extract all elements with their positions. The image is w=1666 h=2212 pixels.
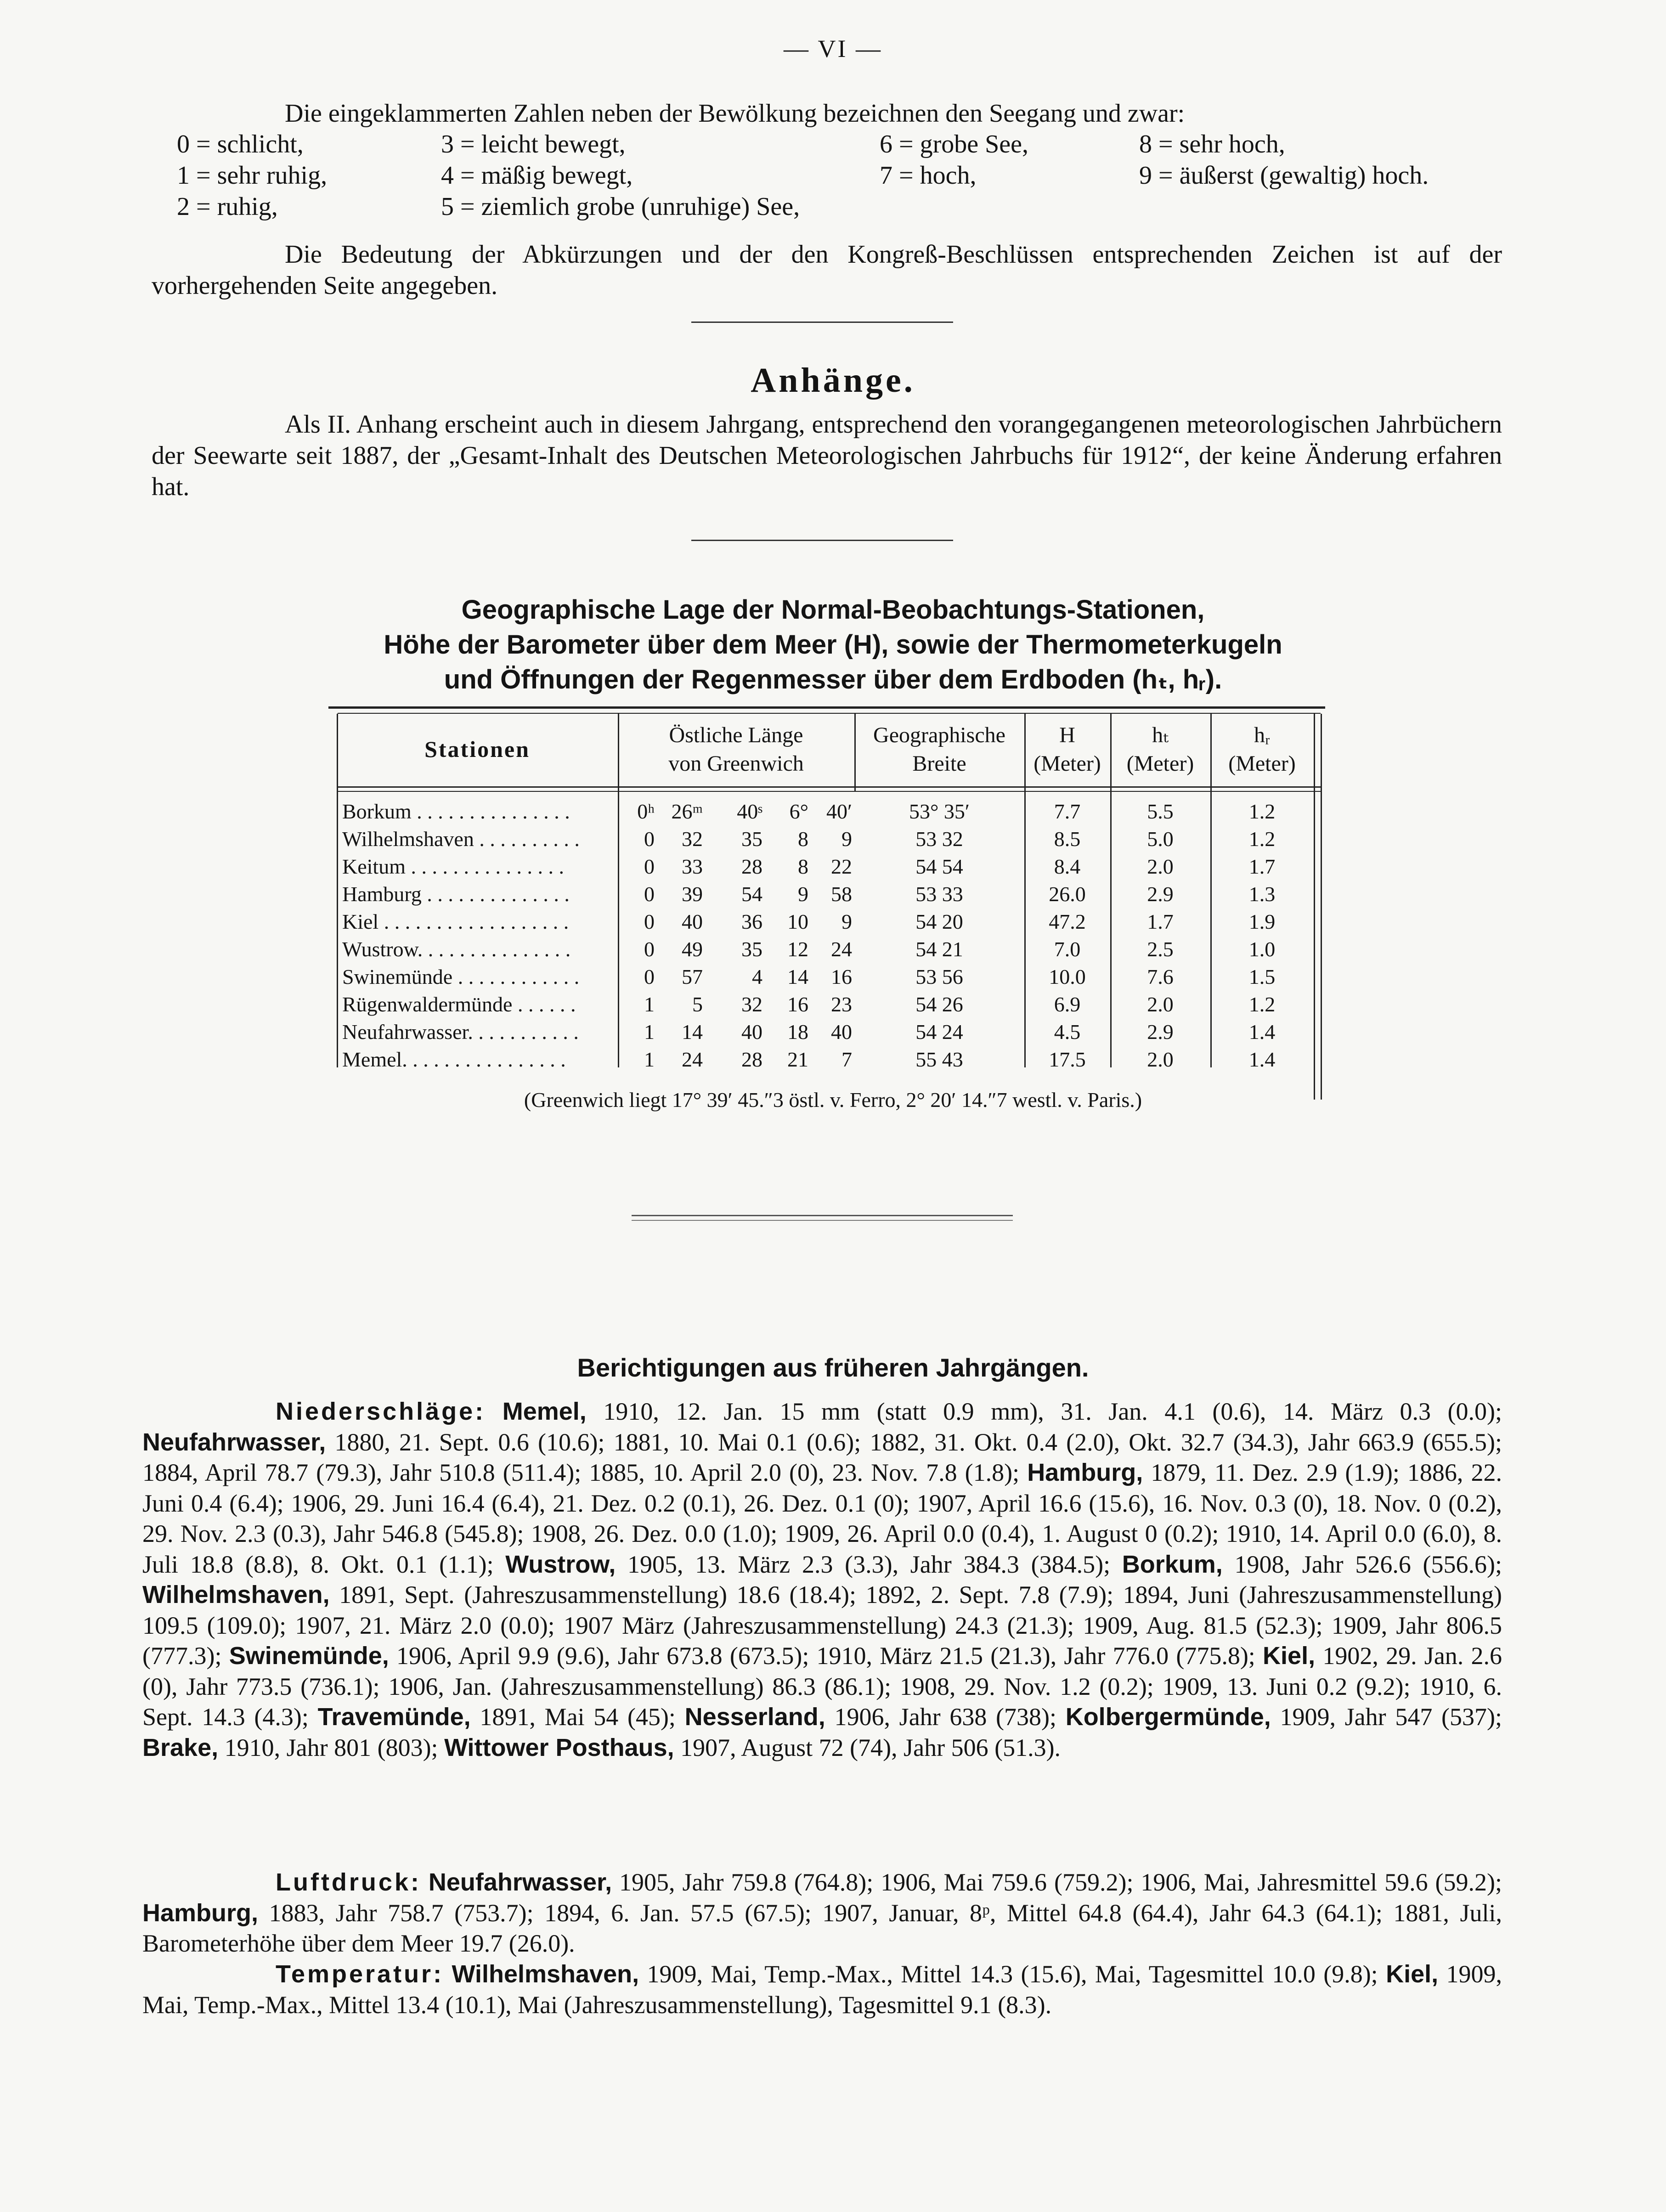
table-footnote: (Greenwich liegt 17° 39′ 45.″3 östl. v. Ferro, 2° 20′ 14.″7 westl. v. Paris.) xyxy=(524,1088,1142,1112)
cell-deg: 21 xyxy=(787,1048,808,1071)
seegang-item: 8 = sehr hoch, xyxy=(1139,130,1285,158)
table-row xyxy=(328,1020,1325,1047)
header-ht xyxy=(1110,721,1210,778)
cell-s: 28 xyxy=(741,855,762,878)
header-H-symbol: H xyxy=(1059,723,1075,747)
header-laenge xyxy=(618,721,854,778)
cell-hr: 1.2 xyxy=(1248,827,1276,851)
cell-breite: 53 33 xyxy=(915,882,963,906)
correction-text: 1905, 13. März 2.3 (3.3), Jahr 384.3 (384.5); xyxy=(616,1550,1122,1578)
niederschlaege-paragraph xyxy=(142,1396,1502,1763)
header-hr-unit: (Meter) xyxy=(1228,751,1296,776)
station-name: Wilhelmshaven, xyxy=(452,1960,639,1988)
cell-ht: 5.5 xyxy=(1147,800,1174,823)
cell-s: 28 xyxy=(741,1048,762,1071)
cell-breite: 54 21 xyxy=(915,937,963,961)
table-row xyxy=(328,827,1325,854)
seegang-item: 2 = ruhig, xyxy=(177,192,278,221)
cell-min: 7 xyxy=(841,1048,852,1071)
seegang-item: 9 = äußerst (gewaltig) hoch. xyxy=(1139,161,1429,190)
correction-text: 1908, Jahr 526.6 (556.6); xyxy=(1222,1550,1502,1578)
cell-breite: 53 56 xyxy=(915,965,963,988)
header-hr-symbol: hᵣ xyxy=(1254,723,1270,747)
station-name: Neufahrwasser, xyxy=(142,1428,326,1456)
divider xyxy=(691,540,953,541)
cell-h: 0 xyxy=(644,910,655,933)
table-title-line: Höhe der Barometer über dem Meer (H), sowie der Thermometerkugeln xyxy=(384,630,1282,660)
cell-m: 32 xyxy=(682,827,703,851)
cell-H: 26.0 xyxy=(1049,882,1086,906)
cell-name: Neufahrwasser. . . . . . . . . . . xyxy=(342,1020,579,1044)
cell-name: Hamburg . . . . . . . . . . . . . . xyxy=(342,882,570,906)
cell-breite: 54 20 xyxy=(915,910,963,933)
header-H xyxy=(1024,721,1110,778)
cell-min: 40 xyxy=(831,1020,852,1044)
cell-breite: 53° 35′ xyxy=(909,800,970,823)
seegang-item: 4 = mäßig bewegt, xyxy=(441,161,633,190)
header-breite-line: Geographische xyxy=(873,723,1005,747)
header-ht-symbol: hₜ xyxy=(1152,723,1169,747)
cell-deg: 8 xyxy=(798,855,808,878)
cell-min: 9 xyxy=(841,827,852,851)
correction-text: 1909, Jahr 547 (537); xyxy=(1271,1703,1502,1731)
cell-m: 49 xyxy=(682,937,703,961)
cell-name: Rügenwaldermünde . . . . . . xyxy=(342,993,576,1016)
station-name: Wilhelmshaven, xyxy=(142,1581,330,1608)
cell-m: 40 xyxy=(682,910,703,933)
luftdruck-paragraph xyxy=(142,1867,1502,1959)
cell-deg: 9 xyxy=(798,882,808,906)
cell-ht: 2.0 xyxy=(1147,855,1174,878)
cell-H: 8.5 xyxy=(1054,827,1081,851)
cell-s: 32 xyxy=(741,993,762,1016)
anhaenge-text xyxy=(152,409,1502,502)
cell-hr: 1.7 xyxy=(1248,855,1276,878)
cell-breite: 54 24 xyxy=(915,1020,963,1044)
table-row xyxy=(328,937,1325,965)
cell-ht: 2.5 xyxy=(1147,937,1174,961)
correction-text: 1910, Jahr 801 (803); xyxy=(218,1733,445,1761)
cell-H: 6.9 xyxy=(1054,993,1081,1016)
cell-min: 58 xyxy=(831,882,852,906)
station-name: Hamburg, xyxy=(142,1899,259,1927)
station-name: Travemünde, xyxy=(317,1703,471,1731)
stations-table xyxy=(328,707,1325,1107)
section-label: Niederschläge: xyxy=(276,1398,486,1425)
cell-s: 54 xyxy=(741,882,762,906)
cell-H: 7.0 xyxy=(1054,937,1081,961)
correction-text: 1891, Mai 54 (45); xyxy=(470,1703,685,1731)
station-name: Borkum, xyxy=(1122,1550,1223,1578)
cell-h: 1 xyxy=(644,1020,655,1044)
cell-h: 0 xyxy=(644,855,655,878)
table-row xyxy=(328,854,1325,882)
seegang-item: 7 = hoch, xyxy=(880,161,977,190)
cell-H: 10.0 xyxy=(1049,965,1086,988)
cell-name: Memel. . . . . . . . . . . . . . . . xyxy=(342,1048,566,1071)
seegang-item: 3 = leicht bewegt, xyxy=(441,130,626,158)
table-row xyxy=(328,992,1325,1020)
station-name: Hamburg, xyxy=(1027,1459,1143,1486)
header-hr xyxy=(1210,721,1314,778)
cell-deg: 18 xyxy=(787,1020,808,1044)
header-laenge-line: von Greenwich xyxy=(668,751,804,776)
cell-breite: 54 54 xyxy=(915,855,963,878)
table-row xyxy=(328,909,1325,937)
station-name: Memel, xyxy=(502,1398,587,1425)
temperatur-paragraph xyxy=(142,1959,1502,2020)
cell-H: 4.5 xyxy=(1054,1020,1081,1044)
station-name: Wittower Posthaus, xyxy=(444,1733,674,1761)
seegang-item: 1 = sehr ruhig, xyxy=(177,161,328,190)
station-name: Swinemünde, xyxy=(229,1642,389,1670)
cell-name: Kiel . . . . . . . . . . . . . . . . . . xyxy=(342,910,569,933)
cell-h: 0 xyxy=(644,965,655,988)
cell-m: 24 xyxy=(682,1048,703,1071)
cell-m: 26ᵐ xyxy=(671,800,703,823)
cell-name: Borkum . . . . . . . . . . . . . . . xyxy=(342,800,570,823)
section-label: Luftdruck: xyxy=(276,1868,421,1896)
seegang-intro: Die eingeklammerten Zahlen neben der Bewölkung bezeichnen den Seegang und zwar: xyxy=(285,99,1185,128)
page-number: — VI — xyxy=(783,35,882,62)
cell-H: 8.4 xyxy=(1054,855,1081,878)
header-breite-line: Breite xyxy=(912,751,966,776)
cell-ht: 2.9 xyxy=(1147,1020,1174,1044)
cell-ht: 1.7 xyxy=(1147,910,1174,933)
cell-ht: 7.6 xyxy=(1147,965,1174,988)
divider xyxy=(691,322,953,323)
cell-m: 14 xyxy=(682,1020,703,1044)
header-stationen: Stationen xyxy=(424,736,530,762)
correction-text: 1880, 21. Sept. 0.6 (10.6); 1881, 10. Mai 0.1 (0.6); 1882, 31. Okt. 0.4 (2.0), Okt. 32.7 (34.3), Jahr 663.9 (655.5); 1884, April 78.7 (79.3), Jahr 510.8 (511.4); 1885, 10. April 2.0 (0), 23. Nov. 7.8 (1.8); xyxy=(142,1428,1502,1486)
cell-deg: 14 xyxy=(787,965,808,988)
table-title-line: und Öffnungen der Regenmesser über dem Erdboden (hₜ, hᵣ). xyxy=(444,665,1222,694)
cell-min: 22 xyxy=(831,855,852,878)
cell-hr: 1.4 xyxy=(1248,1048,1276,1071)
cell-H: 47.2 xyxy=(1049,910,1086,933)
cell-ht: 2.9 xyxy=(1147,882,1174,906)
cell-hr: 1.2 xyxy=(1248,800,1276,823)
cell-hr: 1.0 xyxy=(1248,937,1276,961)
correction-text: 1902, 29. Jan. 2.6 (0), Jahr 773.5 (736.1); 1906, Jan. (Jahreszusammenstellung) 86.3 (86.1); 1908, 29. Nov. 1.2 (0.2); 1909, 13. Juni 0.2 (9.2); 1910, 6. Sept. 14.3 (4.3); xyxy=(142,1642,1502,1731)
correction-text: 1891, Sept. (Jahreszusammenstellung) 18.6 (18.4); 1892, 2. Sept. 7.8 (7.9); 1894, Juni (Jahreszusammenstellung) 109.5 (109.0); 1907, 21. März 2.0 (0.0); 1907 März (Jahreszusammenstellung) 24.3 (21.3); 1909, Aug. 81.5 (52.3); 1909, Jahr 806.5 (777.3); xyxy=(142,1581,1502,1670)
table-title xyxy=(0,592,1666,697)
seegang-note xyxy=(152,239,1502,301)
station-name: Kiel, xyxy=(1386,1960,1439,1988)
cell-s: 36 xyxy=(741,910,762,933)
cell-name: Swinemünde . . . . . . . . . . . . xyxy=(342,965,580,988)
table-row xyxy=(328,1047,1325,1075)
cell-hr: 1.3 xyxy=(1248,882,1276,906)
cell-h: 1 xyxy=(644,993,655,1016)
anhaenge-text-body: Als II. Anhang erscheint auch in diesem Jahrgang, entsprechend den vorangegangenen meteorologischen Jahrbüchern der Seewarte seit 1887, der „Gesamt-Inhalt des Deutschen Meteorologischen Jahrbuchs für 1912“, der keine Änderung erfahren hat. xyxy=(152,410,1502,501)
cell-name: Wilhelmshaven . . . . . . . . . . xyxy=(342,827,580,851)
divider-double xyxy=(632,1215,1013,1221)
seegang-item: 6 = grobe See, xyxy=(880,130,1028,158)
correction-text: 1906, Jahr 638 (738); xyxy=(825,1703,1066,1731)
correction-text: 1879, 11. Dez. 2.9 (1.9); 1886, 22. Juni 0.4 (6.4); 1906, 29. Juni 16.4 (6.4), 21. Dez. 0.2 (0.1), 26. Dez. 0.1 (0); 1907, April 16.6 (15.6), 16. Nov. 0.3 (0), 18. Nov. 0 (0.2), 29. Nov. 2.3 (0.3), Jahr 546.8 (545.8); 1908, 26. Dez. 0.0 (1.0); 1909, 26. April 0.0 (0.4), 1. August 0 (0.2); 1910, 14. April 0.0 (6.0), 8. Juli 18.8 (8.8), 8. Okt. 0.1 (1.1); xyxy=(142,1459,1502,1578)
station-name: Kolbergermünde, xyxy=(1065,1703,1271,1731)
header-laenge-line: Östliche Länge xyxy=(669,723,803,747)
cell-hr: 1.5 xyxy=(1248,965,1276,988)
cell-name: Wustrow. . . . . . . . . . . . . . . xyxy=(342,937,571,961)
cell-ht: 5.0 xyxy=(1147,827,1174,851)
station-name: Kiel, xyxy=(1263,1642,1316,1670)
correction-text: 1909, Mai, Temp.-Max., Mittel 14.3 (15.6), Mai, Tagesmittel 10.0 (9.8); xyxy=(639,1960,1386,1988)
station-name: Nesserland, xyxy=(684,1703,825,1731)
table-row xyxy=(328,799,1325,827)
cell-h: 0 xyxy=(644,827,655,851)
correction-text: 1909, Mai, Temp.-Max., Mittel 13.4 (10.1), Mai (Jahreszusammenstellung), Tagesmittel 9.1 (8.3). xyxy=(142,1960,1502,2019)
station-name: Wustrow, xyxy=(505,1550,616,1578)
cell-h: 0 xyxy=(644,882,655,906)
cell-h: 1 xyxy=(644,1048,655,1071)
cell-m: 39 xyxy=(682,882,703,906)
cell-name: Keitum . . . . . . . . . . . . . . . xyxy=(342,855,564,878)
cell-s: 35 xyxy=(741,937,762,961)
table-row xyxy=(328,965,1325,992)
cell-ht: 2.0 xyxy=(1147,1048,1174,1071)
cell-breite: 54 26 xyxy=(915,993,963,1016)
correction-text: 1910, 12. Jan. 15 mm (statt 0.9 mm), 31. Jan. 4.1 (0.6), 14. März 0.3 (0.0); xyxy=(586,1398,1502,1425)
table-row xyxy=(328,882,1325,909)
seegang-note-text: Die Bedeutung der Abkürzungen und der den Kongreß-Beschlüssen entsprechenden Zeichen ist auf der vorhergehenden Seite angegeben. xyxy=(152,240,1502,300)
cell-m: 57 xyxy=(682,965,703,988)
cell-deg: 6° xyxy=(789,800,808,823)
cell-min: 9 xyxy=(841,910,852,933)
cell-s: 40 xyxy=(741,1020,762,1044)
cell-h: 0ʰ xyxy=(637,800,655,823)
berichtigungen-title: Berichtigungen aus früheren Jahrgängen. xyxy=(577,1353,1089,1382)
station-name: Neufahrwasser, xyxy=(428,1868,612,1896)
table-title-line: Geographische Lage der Normal-Beobachtungs-Stationen, xyxy=(461,595,1205,625)
cell-H: 7.7 xyxy=(1054,800,1081,823)
cell-min: 23 xyxy=(831,993,852,1016)
section-label: Temperatur: xyxy=(276,1960,444,1988)
cell-m: 33 xyxy=(682,855,703,878)
correction-text: 1883, Jahr 758.7 (753.7); 1894, 6. Jan. 57.5 (67.5); 1907, Januar, 8ᵖ, Mittel 64.8 (64.4), Jahr 64.3 (64.1); 1881, Juli, Barometerhöhe über dem Meer 19.7 (26.0). xyxy=(142,1899,1502,1957)
cell-min: 40′ xyxy=(826,800,852,823)
cell-s: 35 xyxy=(741,827,762,851)
cell-s: 40ˢ xyxy=(737,800,762,823)
cell-deg: 16 xyxy=(787,993,808,1016)
cell-m: 5 xyxy=(692,993,703,1016)
cell-breite: 55 43 xyxy=(915,1048,963,1071)
cell-H: 17.5 xyxy=(1049,1048,1086,1071)
cell-min: 24 xyxy=(831,937,852,961)
correction-text: 1906, April 9.9 (9.6), Jahr 673.8 (673.5); 1910, März 21.5 (21.3), Jahr 776.0 (775.8); xyxy=(389,1642,1263,1670)
correction-text: 1907, August 72 (74), Jahr 506 (51.3). xyxy=(674,1733,1061,1761)
cell-h: 0 xyxy=(644,937,655,961)
cell-hr: 1.9 xyxy=(1248,910,1276,933)
seegang-item: 5 = ziemlich grobe (unruhige) See, xyxy=(441,192,800,221)
niederschlaege-entries xyxy=(142,1398,1502,1761)
seegang-item: 0 = schlicht, xyxy=(177,130,304,158)
cell-hr: 1.2 xyxy=(1248,993,1276,1016)
anhaenge-title: Anhänge. xyxy=(751,361,915,400)
header-ht-unit: (Meter) xyxy=(1126,751,1194,776)
cell-breite: 53 32 xyxy=(915,827,963,851)
cell-min: 16 xyxy=(831,965,852,988)
cell-hr: 1.4 xyxy=(1248,1020,1276,1044)
station-name: Brake, xyxy=(142,1733,219,1761)
header-H-unit: (Meter) xyxy=(1033,751,1101,776)
cell-deg: 10 xyxy=(787,910,808,933)
cell-deg: 8 xyxy=(798,827,808,851)
cell-s: 4 xyxy=(752,965,762,988)
cell-ht: 2.0 xyxy=(1147,993,1174,1016)
header-breite xyxy=(854,721,1024,778)
correction-text: 1905, Jahr 759.8 (764.8); 1906, Mai 759.6 (759.2); 1906, Mai, Jahresmittel 59.6 (59.2); xyxy=(612,1868,1502,1896)
cell-deg: 12 xyxy=(787,937,808,961)
